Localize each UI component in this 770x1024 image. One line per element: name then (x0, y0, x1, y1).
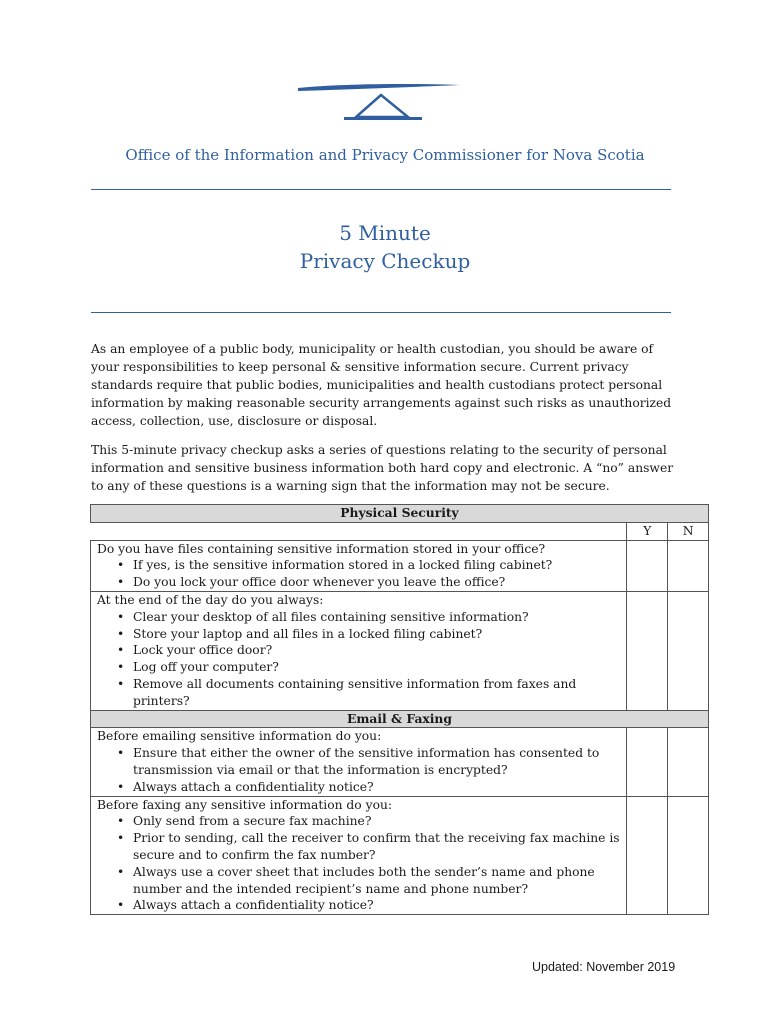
question-bullet: • Always use a cover sheet that includes both the sender’s name and phone number and the intended recipient’s name and phone number? (133, 864, 620, 898)
question-row (91, 728, 709, 796)
question-bullet: • Remove all documents containing sensitive information from faxes and printers? (133, 676, 620, 710)
question-bullet: • Prior to sending, call the receiver to confirm that the receiving fax machine is secure and to confirm the fax number? (133, 830, 620, 864)
blank-cell (91, 522, 627, 540)
yes-answer-cell[interactable] (627, 591, 668, 710)
no-answer-cell[interactable] (668, 540, 709, 591)
yes-answer-cell[interactable] (627, 728, 668, 796)
question-cell (91, 591, 627, 710)
question-bullet-list (97, 813, 620, 914)
section-header-row (91, 505, 709, 523)
no-answer-cell[interactable] (668, 591, 709, 710)
question-bullet-list (97, 745, 620, 795)
question-bullet: • If yes, is the sensitive information stored in a locked filing cabinet? (133, 557, 620, 574)
divider (91, 189, 671, 190)
no-answer-cell[interactable] (668, 728, 709, 796)
intro-paragraph: As an employee of a public body, municipality or health custodian, you should be aware of your responsibilities to keep personal & sensitive information secure. Current privacy standards require that public bodies, municipalities and health custodians protect personal information by making reasonable security arrangements against such risks as unauthorized access, collection, use, disclosure or disposal. (91, 342, 672, 428)
question-bullet: • Clear your desktop of all files containing sensitive information? (133, 609, 620, 626)
scale-balance-logo-icon (296, 80, 462, 124)
section-heading: Email & Faxing (91, 710, 709, 728)
question-bullet: • Do you lock your office door whenever you leave the office? (133, 574, 620, 591)
question-lead: Before emailing sensitive information do you: (97, 729, 382, 744)
yes-column-header: Y (627, 522, 668, 540)
question-row (91, 796, 709, 915)
question-bullet: • Store your laptop and all files in a locked filing cabinet? (133, 626, 620, 643)
question-row (91, 591, 709, 710)
question-bullet: • Ensure that either the owner of the sensitive information has consented to transmission via email or that the information is encrypted? (133, 745, 620, 779)
intro-paragraph: This 5-minute privacy checkup asks a series of questions relating to the security of personal information and sensitive business information both hard copy and electronic. A “no” answer to any of these questions is a warning sign that the information may not be secure. (91, 443, 674, 493)
section-header-row (91, 710, 709, 728)
divider (91, 312, 671, 313)
no-column-header: N (668, 522, 709, 540)
question-bullet: • Only send from a secure fax machine? (133, 813, 620, 830)
page-title-line1: 5 Minute (339, 221, 431, 245)
question-bullet: • Lock your office door? (133, 642, 620, 659)
question-bullet-list (97, 609, 620, 710)
question-lead: Before faxing any sensitive information do you: (97, 797, 393, 812)
yes-answer-cell[interactable] (627, 540, 668, 591)
privacy-checklist-table (90, 504, 709, 915)
question-bullet-list (97, 557, 620, 591)
question-cell (91, 540, 627, 591)
question-bullet: • Log off your computer? (133, 659, 620, 676)
question-bullet: • Always attach a confidentiality notice? (133, 779, 620, 796)
question-row (91, 540, 709, 591)
question-cell (91, 728, 627, 796)
question-bullet: • Always attach a confidentiality notice? (133, 897, 620, 914)
organization-name: Office of the Information and Privacy Commissioner for Nova Scotia (125, 146, 645, 164)
section-heading: Physical Security (91, 505, 709, 523)
question-lead: At the end of the day do you always: (97, 592, 324, 607)
question-cell (91, 796, 627, 915)
no-answer-cell[interactable] (668, 796, 709, 915)
page-title-line2: Privacy Checkup (299, 249, 471, 273)
updated-date: Updated: November 2019 (532, 960, 676, 974)
yes-answer-cell[interactable] (627, 796, 668, 915)
question-lead: Do you have files containing sensitive information stored in your office? (97, 541, 546, 556)
yes-no-header-row (91, 522, 709, 540)
